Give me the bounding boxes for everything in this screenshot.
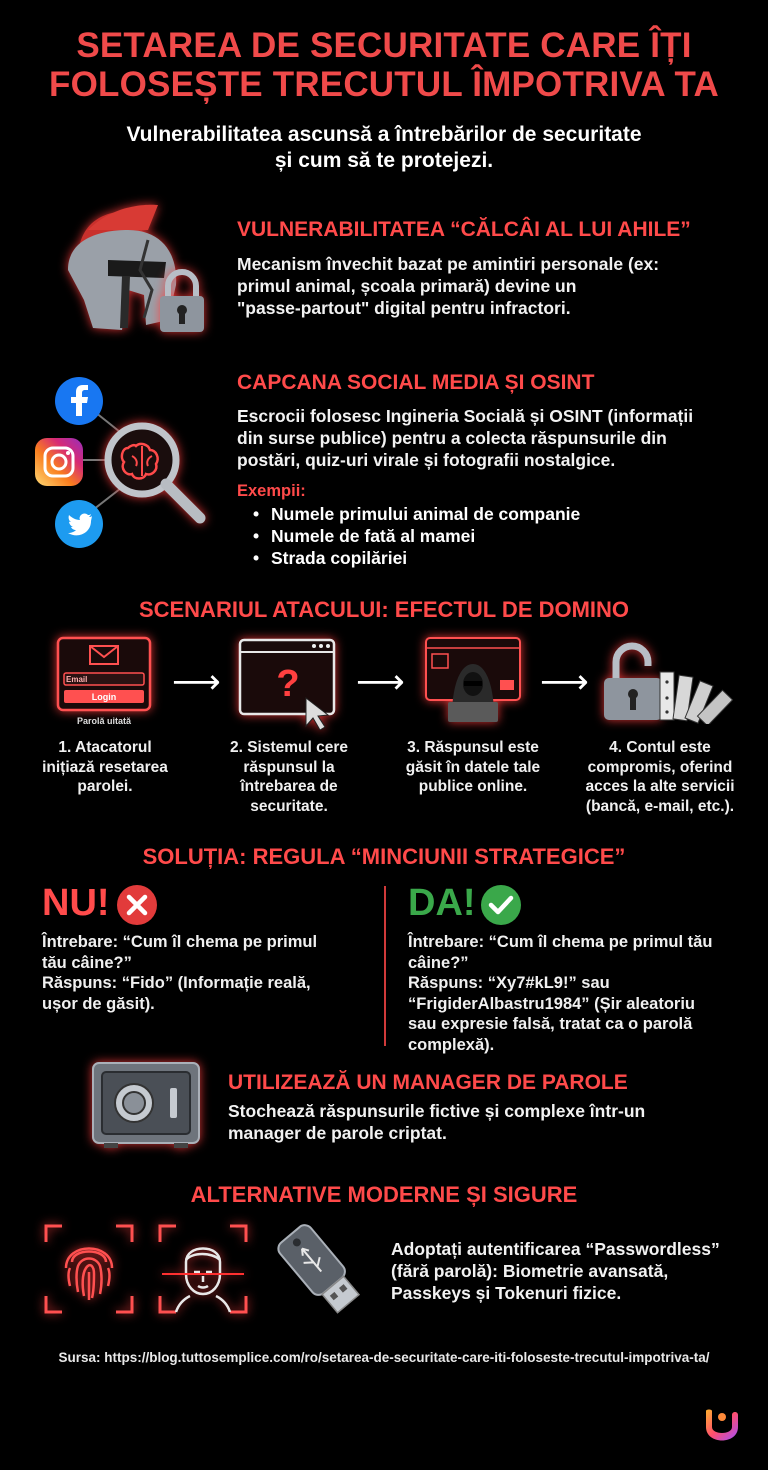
list-item: • Numele de fată al mamei — [237, 525, 580, 547]
open-padlock-icon — [600, 642, 666, 724]
no-example-text: Întrebare: “Cum îl chema pe primul tău câine?” Răspuns: “Fido” (Informație reală, ușor de găsit). — [42, 933, 318, 1013]
usb-key-icon — [270, 1220, 370, 1320]
arrow-icon: ⟶ — [172, 663, 221, 701]
yes-label: DA! — [408, 882, 476, 924]
instagram-icon — [34, 437, 84, 487]
manager-heading: UTILIZEAZĂ UN MANAGER DE PAROLE — [228, 1071, 628, 1094]
dominoes-icon — [658, 668, 738, 724]
alternatives-text: Adoptați autentificarea “Passwordless” (fără parolă): Biometrie avansată, Passkeys și Tokenuri fizice. — [391, 1239, 720, 1303]
forgot-password-link: Parolă uitată — [76, 716, 132, 726]
step-4-text: 4. Contul este compromis, oferind acces la alte servicii (bancă, e-mail, etc.). — [585, 739, 735, 815]
achilles-text: Mecanism învechit bazat pe amintiri personale (ex: primul animal, școala primară) devine un "passe-partout" digital pentru infractori. — [237, 254, 660, 318]
check-icon — [480, 884, 522, 926]
login-button: Login — [91, 692, 117, 702]
question-screen-icon — [238, 638, 340, 730]
page-title: SETAREA DE SECURITATE CARE ÎȚI FOLOSEȘTE TRECUTUL ÎMPOTRIVA TA — [49, 26, 719, 104]
achilles-heading: VULNERABILITATEA “CĂLCÂI AL LUI AHILE” — [237, 218, 691, 241]
face-scan-icon — [156, 1222, 250, 1316]
cross-icon — [116, 884, 158, 926]
list-item: • Strada copilăriei — [237, 547, 580, 569]
step-1-text: 1. Atacatorul inițiază resetarea parolei. — [42, 739, 168, 795]
padlock-icon — [156, 268, 208, 334]
examples-label: Exempii: — [237, 482, 306, 500]
alternatives-heading: ALTERNATIVE MODERNE ȘI SIGURE — [190, 1182, 578, 1207]
social-heading: CAPCANA SOCIAL MEDIA ȘI OSINT — [237, 371, 595, 394]
divider — [384, 886, 386, 1046]
examples-list — [237, 503, 580, 569]
list-item: • Numele primului animal de companie — [237, 503, 580, 525]
page-subtitle: Vulnerabilitatea ascunsă a întrebărilor de securitate și cum să te protejezi. — [126, 123, 642, 172]
no-label: NU! — [42, 882, 110, 924]
email-field: Email — [66, 675, 88, 684]
safe-icon — [90, 1060, 202, 1150]
facebook-icon — [54, 376, 104, 426]
source-link[interactable]: Sursa: https://blog.tuttosemplice.com/ro/setarea-de-securitate-care-iti-foloseste-trecutul-impotriva-ta/ — [58, 1350, 710, 1365]
arrow-icon: ⟶ — [540, 663, 589, 701]
solution-heading: SOLUȚIA: REGULA “MINCIUNII STRATEGICE” — [142, 844, 626, 869]
step-3-text: 3. Răspunsul este găsit în datele tale publice online. — [405, 739, 541, 795]
yes-example-text: Întrebare: “Cum îl chema pe primul tău câine?” Răspuns: “Xy7#kL9!” sau “FrigiderAlbastru1984” (Șir aleatoriu sau expresie falsă, tratat ca o parolă complexă). — [408, 933, 713, 1054]
manager-text: Stochează răspunsurile fictive și complexe într-un manager de parole criptat. — [228, 1101, 646, 1143]
twitter-icon — [54, 499, 104, 549]
step-2-text: 2. Sistemul cere răspunsul la întrebarea de securitate. — [229, 739, 349, 815]
arrow-icon: ⟶ — [356, 663, 405, 701]
brand-logo-icon — [702, 1405, 742, 1443]
brain-magnifier-icon — [100, 418, 210, 530]
scenario-heading: SCENARIUL ATACULUI: EFECTUL DE DOMINO — [138, 597, 630, 622]
social-text: Escrocii folosesc Ingineria Socială și OSINT (informații din surse publice) pentru a colecta răspunsurile din postări, quiz-uri virale și fotografii nostalgice. — [237, 406, 694, 470]
hacker-icon — [424, 636, 522, 724]
fingerprint-icon — [42, 1222, 136, 1316]
svg-text:?: ? — [276, 663, 300, 705]
